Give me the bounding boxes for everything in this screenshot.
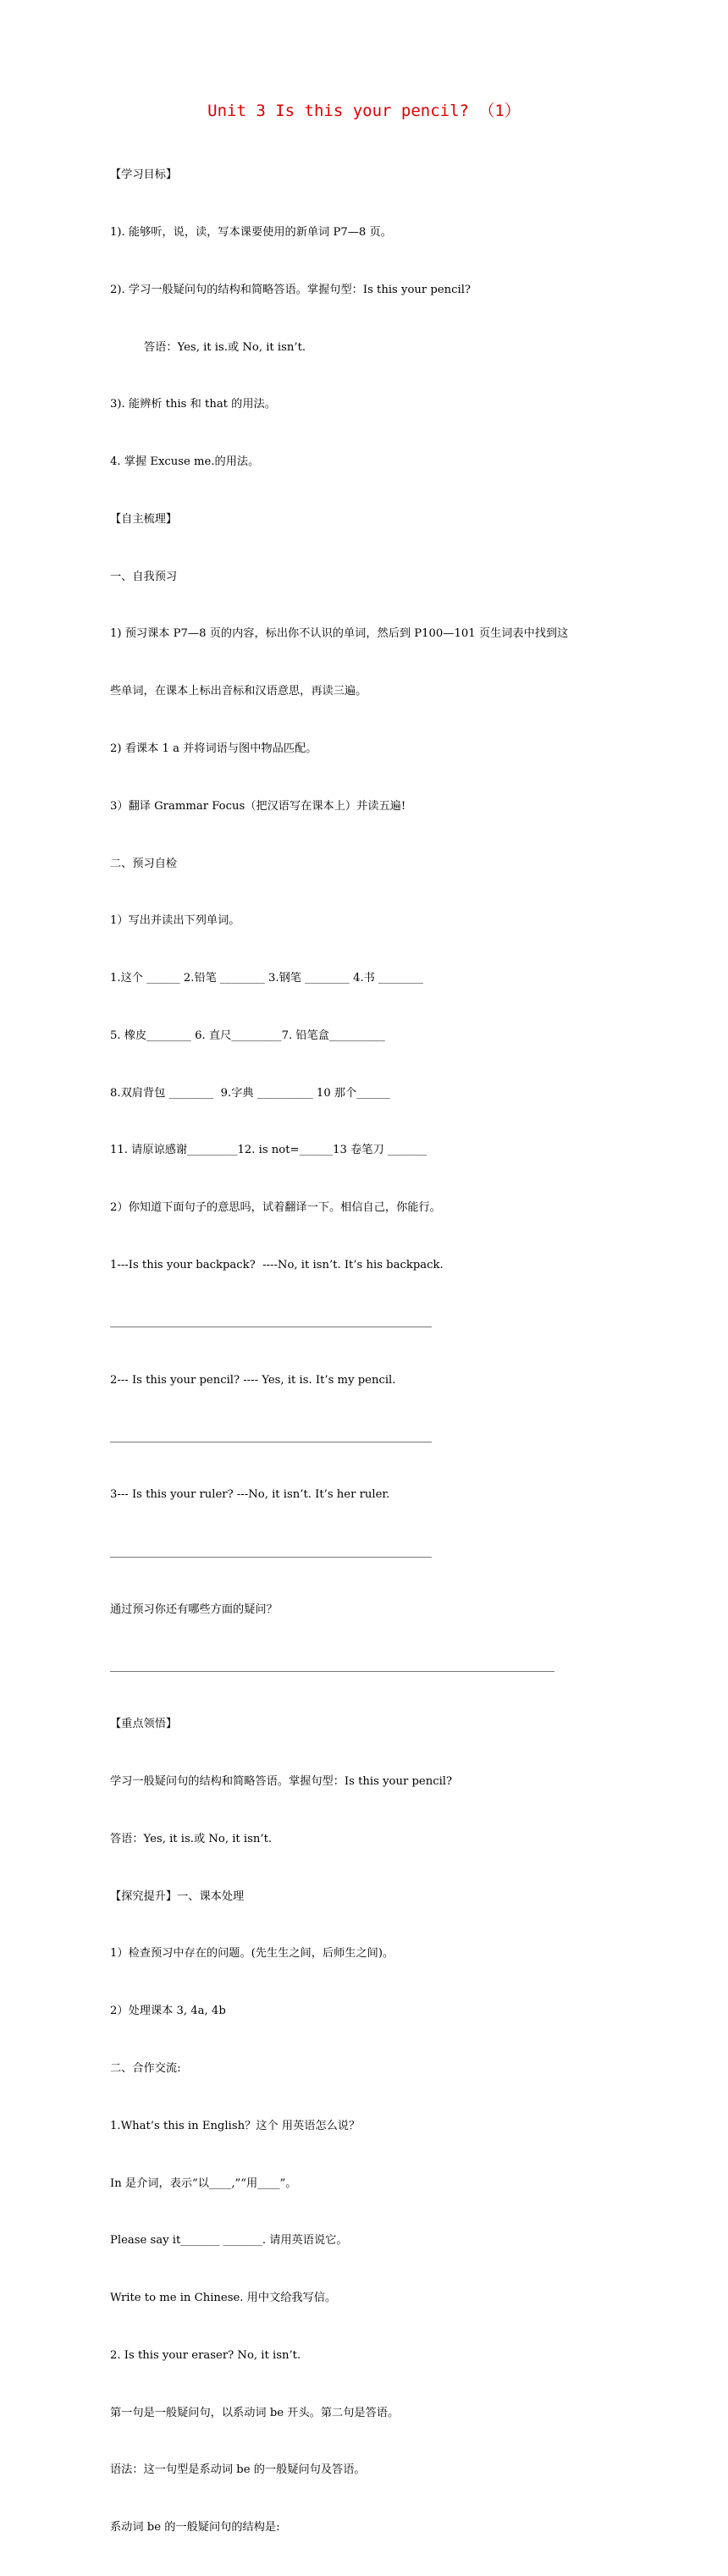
text-line: 3). 能辨析 this 和 that 的用法。 bbox=[110, 398, 276, 411]
text-line: 2）你知道下面句子的意思吗，试着翻译一下。相信自己，你能行。 bbox=[110, 1201, 441, 1215]
text-line: 1.What’s this in English？这个 用英语怎么说？ bbox=[110, 2119, 361, 2132]
text-line: 2. Is this your eraser? No, it isn’t. bbox=[110, 2348, 301, 2362]
answer-line bbox=[110, 1428, 652, 1448]
text-line: 答语：Yes, it is.或 No, it isn’t. bbox=[110, 1832, 273, 1845]
text-line: 些单词，在课本上标出音标和汉语意思，再读三遍。 bbox=[110, 685, 367, 698]
section-heading: 【重点领悟】 bbox=[110, 1718, 178, 1731]
section-heading: 【自主梳理】 bbox=[110, 512, 178, 526]
vocab-line: 8.双肩背包 ________ 9.字典 __________ 10 那个______ bbox=[110, 1086, 390, 1100]
text-line: Please say it_______ _______. 请用英语说它。 bbox=[110, 2234, 348, 2248]
text-line: In 是介词，表示“以____,”“用____”。 bbox=[110, 2176, 297, 2190]
text-line: Write to me in Chinese. 用中文给我写信。 bbox=[110, 2292, 337, 2305]
text-line: 3）翻译 Grammar Focus（把汉语写在课本上）并读五遍! bbox=[110, 799, 406, 813]
text-line: 1). 能够听，说，读，写本课要使用的新单词 P7—8 页。 bbox=[110, 225, 392, 239]
section-heading: 【探究提升】一、课本处理 bbox=[110, 1889, 245, 1903]
text-line: 1）写出并读出下列单词。 bbox=[110, 914, 240, 928]
text-line: 二、合作交流: bbox=[110, 2061, 181, 2075]
text-line: 二、预习自检 bbox=[110, 857, 178, 870]
sentence-line: 1---Is this your backpack? ----No, it isn’t. It’s his backpack. bbox=[110, 1259, 444, 1272]
page-title: Unit 3 Is this your pencil? （1） bbox=[207, 102, 521, 120]
text-line: 一、自我预习 bbox=[110, 570, 178, 583]
sentence-line: 2--- Is this your pencil? ---- Yes, it is. It’s my pencil. bbox=[110, 1373, 396, 1387]
text-line: 答语：Yes, it is.或 No, it isn’t. bbox=[144, 340, 306, 354]
text-line: 语法：这一句型是系动词 be 的一般疑问句及答语。 bbox=[110, 2463, 366, 2477]
answer-line bbox=[110, 1314, 652, 1333]
text-line: 学习一般疑问句的结构和简略答语。掌握句型：Is this your pencil? bbox=[110, 1775, 453, 1789]
vocab-line: 5. 橡皮________ 6. 直尺_________7. 铅笔盒__________ bbox=[110, 1029, 385, 1042]
text-line: 1) 预习课本 P7—8 页的内容，标出你不认识的单词，然后到 P100—101 页生词表中找到这 bbox=[110, 627, 569, 641]
document-body bbox=[110, 128, 652, 2576]
answer-line bbox=[110, 1658, 652, 1678]
text-line: 第一句是一般疑问句，以系动词 be 开头。第二句是答语。 bbox=[110, 2406, 400, 2419]
text-line: 4. 掌握 Excuse me.的用法。 bbox=[110, 455, 260, 469]
text-line: 2) 看课本 1 a 并将词语与图中物品匹配。 bbox=[110, 742, 317, 755]
text-line: 通过预习你还有哪些方面的疑问？ bbox=[110, 1602, 278, 1616]
section-heading: 【学习目标】 bbox=[110, 168, 178, 182]
answer-line bbox=[110, 1543, 652, 1563]
vocab-line: 1.这个 ______ 2.铅笔 ________ 3.钢笔 ________ 4.书 ________ bbox=[110, 972, 423, 985]
vocab-line: 11. 请原谅感谢_________12. is not=______13 卷笔刀 _______ bbox=[110, 1144, 427, 1157]
text-line: 2). 学习一般疑问句的结构和简略答语。掌握句型：Is this your pencil? bbox=[110, 283, 472, 296]
text-line: 2）处理课本 3, 4a, 4b bbox=[110, 2005, 226, 2018]
sentence-line: 3--- Is this your ruler? ---No, it isn’t. It’s her ruler. bbox=[110, 1488, 390, 1502]
text-line: 系动词 be 的一般疑问句的结构是: bbox=[110, 2521, 280, 2535]
text-line: 1）检查预习中存在的问题。(先生生之间，后师生之间)。 bbox=[110, 1947, 394, 1961]
